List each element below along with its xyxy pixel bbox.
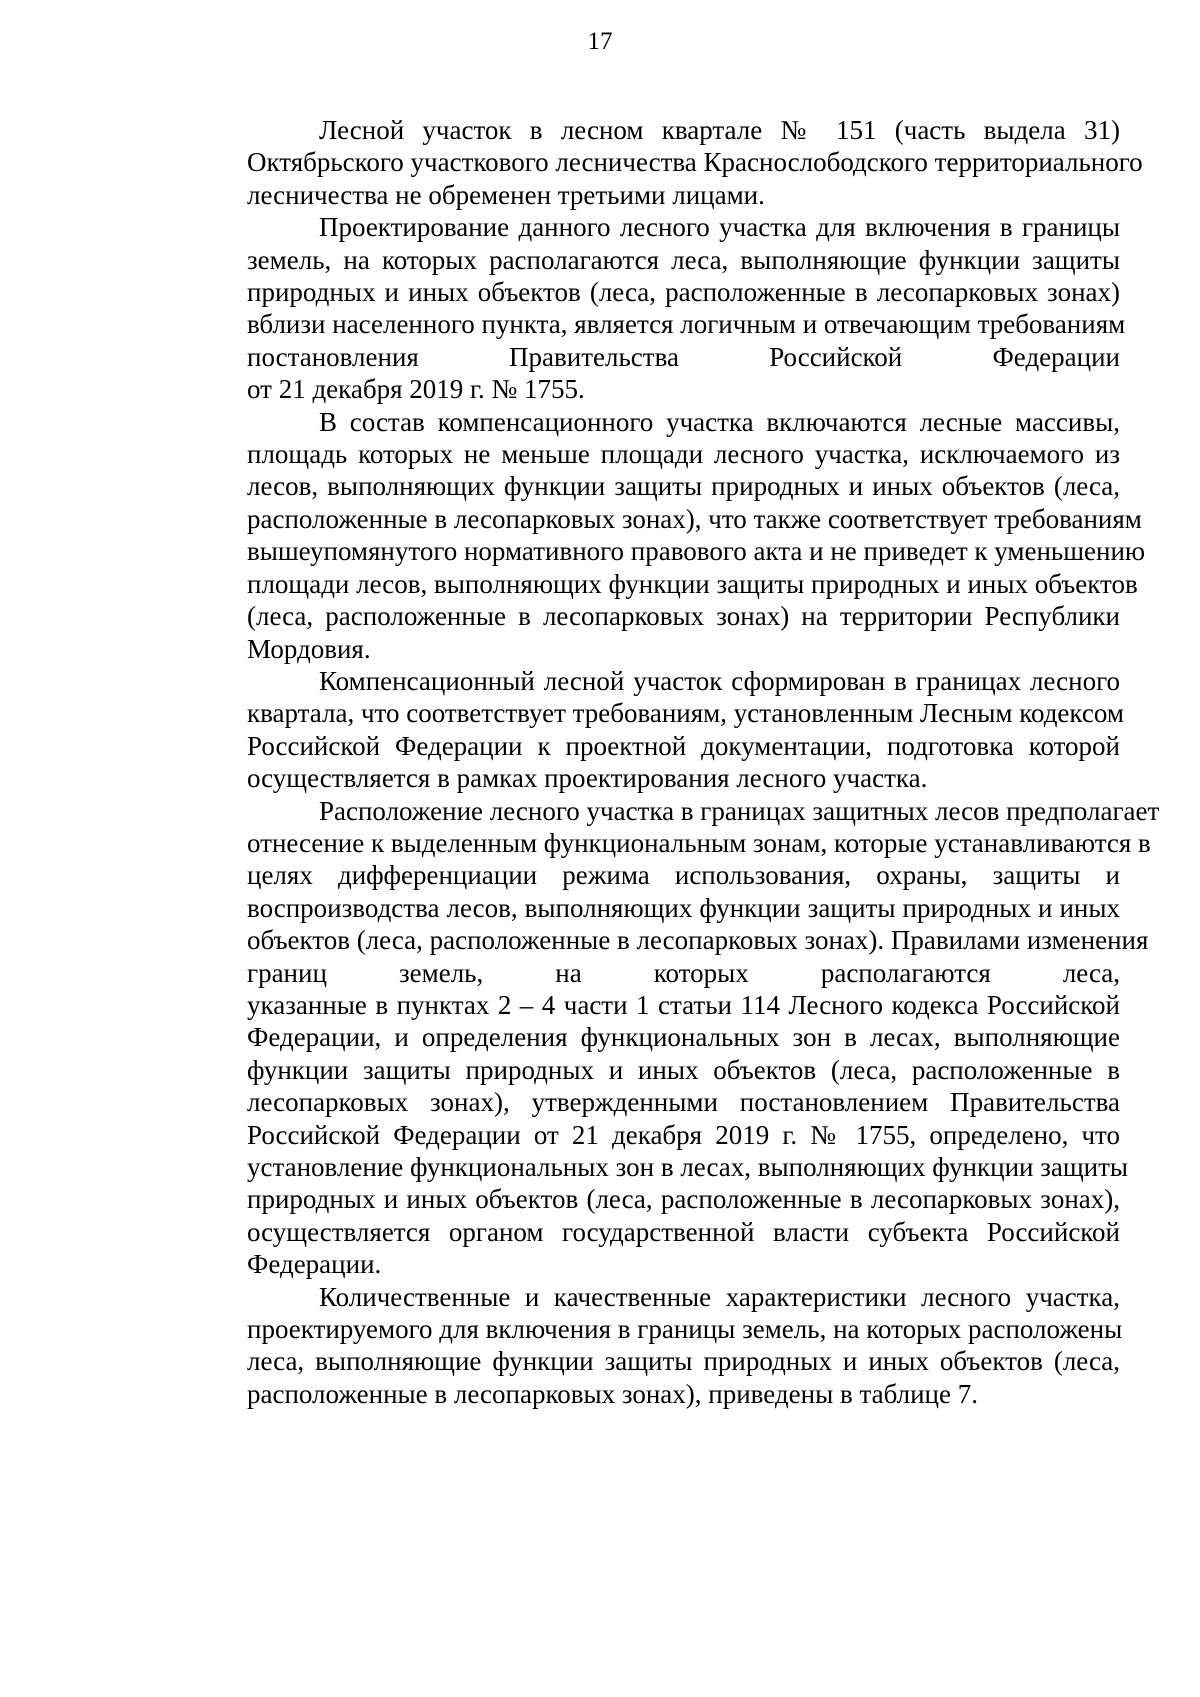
text-line: (леса, расположенные в лесопарковых зонах) на территории Республики [247, 601, 1120, 632]
paragraph [175, 114, 1143, 211]
text-line: осуществляется органом государственной власти субъекта Российской [247, 1216, 1120, 1247]
body-text [175, 114, 1160, 1410]
text-line: воспроизводства лесов, выполняющих функции защиты природных и иных [247, 892, 1120, 923]
text-line: осуществляется в рамках проектирования лесного участка. [247, 763, 928, 794]
text-line: леса, выполняющие функции защиты природных и иных объектов (леса, [247, 1346, 1120, 1377]
text-line: Российской Федерации от 21 декабря 2019 г. № 1755, определено, что [247, 1119, 1120, 1150]
text-line: природных и иных объектов (леса, расположенные в лесопарковых зонах) [247, 277, 1120, 308]
text-line: установление функциональных зон в лесах, выполняющих функции защиты [247, 1152, 1129, 1182]
text-line: целях дифференциации режима использования, охраны, защиты и [247, 860, 1120, 891]
text-line: лесничества не обременен третьими лицами. [247, 179, 765, 210]
text-line: В состав компенсационного участка включаются лесные массивы, [319, 406, 1120, 437]
text-line: квартала, что соответствует требованиям, установленным Лесным кодексом [247, 698, 1124, 729]
text-line: указанные в пунктах 2 – 4 части 1 статьи 114 Лесного кодекса Российской [247, 989, 1120, 1020]
text-line: границ земель, на которых располагаются леса, [247, 957, 1120, 988]
text-line: Федерации, и определения функциональных зон в лесах, выполняющие [247, 1022, 1120, 1053]
text-line: Расположение лесного участка в границах защитных лесов предполагает [319, 795, 1160, 826]
text-line: площади лесов, выполняющих функции защиты природных и иных объектов [247, 568, 1138, 599]
text-line: Компенсационный лесной участок сформирован в границах лесного [319, 665, 1120, 696]
paragraph [175, 406, 1146, 665]
page-number: 17 [587, 28, 613, 55]
paragraph [175, 211, 1126, 405]
text-line: природных и иных объектов (леса, расположенные в лесопарковых зонах), [247, 1184, 1120, 1215]
text-line: Проектирование данного лесного участка для включения в границы [319, 212, 1120, 243]
text-line: Лесной участок в лесном квартале № 151 (часть выдела 31) [319, 115, 1120, 145]
text-line: площадь которых не меньше площади лесного участка, исключаемого из [247, 439, 1120, 470]
text-line: отнесение к выделенным функциональным зонам, которые устанавливаются в [247, 827, 1151, 858]
text-line: объектов (леса, расположенные в лесопарковых зонах). Правилами изменения [247, 925, 1149, 956]
text-line: Мордовия. [247, 633, 371, 664]
text-line: Количественные и качественные характеристики лесного участка, [319, 1281, 1120, 1312]
text-line: вблизи населенного пункта, является логичным и отвечающим требованиям [247, 309, 1126, 340]
paragraph [175, 795, 1160, 1281]
text-line: лесов, выполняющих функции защиты природных и иных объектов (леса, [247, 471, 1120, 502]
text-line: от 21 декабря 2019 г. № 1755. [247, 374, 585, 405]
paragraph [175, 665, 1124, 795]
text-line: Российской Федерации к проектной документации, подготовка которой [247, 730, 1120, 761]
paragraph [175, 1281, 1123, 1411]
text-line: проектируемого для включения в границы земель, на которых расположены [247, 1314, 1123, 1345]
text-line: Федерации. [247, 1249, 382, 1280]
text-line: вышеупомянутого нормативного правового акта и не приведет к уменьшению [247, 536, 1146, 567]
text-line: функции защиты природных и иных объектов (леса, расположенные в [247, 1054, 1120, 1085]
text-line: земель, на которых располагаются леса, выполняющие функции защиты [247, 244, 1120, 275]
text-line: расположенные в лесопарковых зонах), что также соответствует требованиям [247, 503, 1142, 534]
text-line: Октябрьского участкового лесничества Краснослободского территориального [247, 147, 1143, 178]
text-line: расположенные в лесопарковых зонах), приведены в таблице 7. [247, 1378, 978, 1409]
text-line: лесопарковых зонах), утвержденными постановлением Правительства [247, 1087, 1120, 1118]
text-line: постановления Правительства Российской Федерации [247, 341, 1120, 372]
